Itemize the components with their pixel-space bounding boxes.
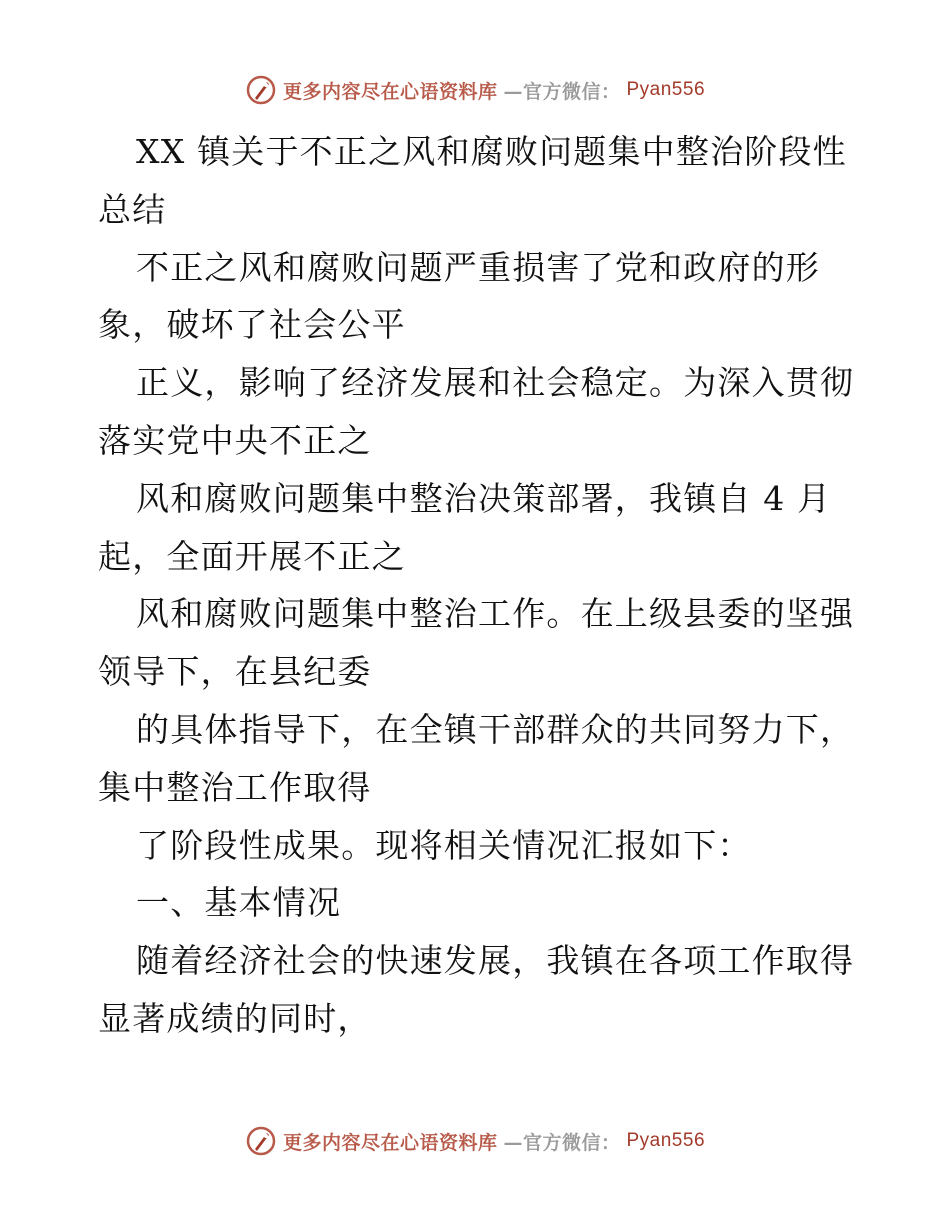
document-title: XX 镇关于不正之风和腐败问题集中整治阶段性总结 xyxy=(98,132,847,229)
watermark-wechat-label: —官方微信： xyxy=(503,1131,621,1154)
paragraph-1: 不正之风和腐败问题严重损害了党和政府的形象，破坏了社会公平 xyxy=(98,247,820,345)
watermark-wechat-id: Pyan556 xyxy=(626,1130,706,1151)
paragraph-4: 风和腐败问题集中整治工作。在上级县委的坚强领导下，在县纪委 xyxy=(98,594,855,692)
paragraph-5: 的具体指导下，在全镇干部群众的共同努力下，集中整治工作取得 xyxy=(98,709,855,807)
watermark-wechat-id: Pyan556 xyxy=(626,79,706,100)
paragraph-3: 风和腐败问题集中整治决策部署，我镇自 4 月起，全面开展不正之 xyxy=(98,478,832,576)
paragraph-2: 正义，影响了经济发展和社会稳定。为深入贯彻落实党中央不正之 xyxy=(98,363,855,460)
watermark-wechat-label: —官方微信： xyxy=(503,80,621,103)
header-watermark xyxy=(0,70,950,110)
paragraph-6: 了阶段性成果。现将相关情况汇报如下： xyxy=(136,825,752,865)
section-heading-basic-situation: 一、基本情况 xyxy=(136,883,342,923)
paragraph-8: 随着经济社会的快速发展，我镇在各项工作取得显著成绩的同时， xyxy=(98,941,855,1038)
footer-watermark xyxy=(0,1121,950,1161)
pen-nib-logo-icon xyxy=(245,1125,277,1157)
watermark-library-text: 更多内容尽在心语资料库 xyxy=(282,80,498,103)
pen-nib-logo-icon xyxy=(245,74,277,106)
document-body xyxy=(98,123,858,1048)
watermark-library-text: 更多内容尽在心语资料库 xyxy=(282,1131,498,1154)
